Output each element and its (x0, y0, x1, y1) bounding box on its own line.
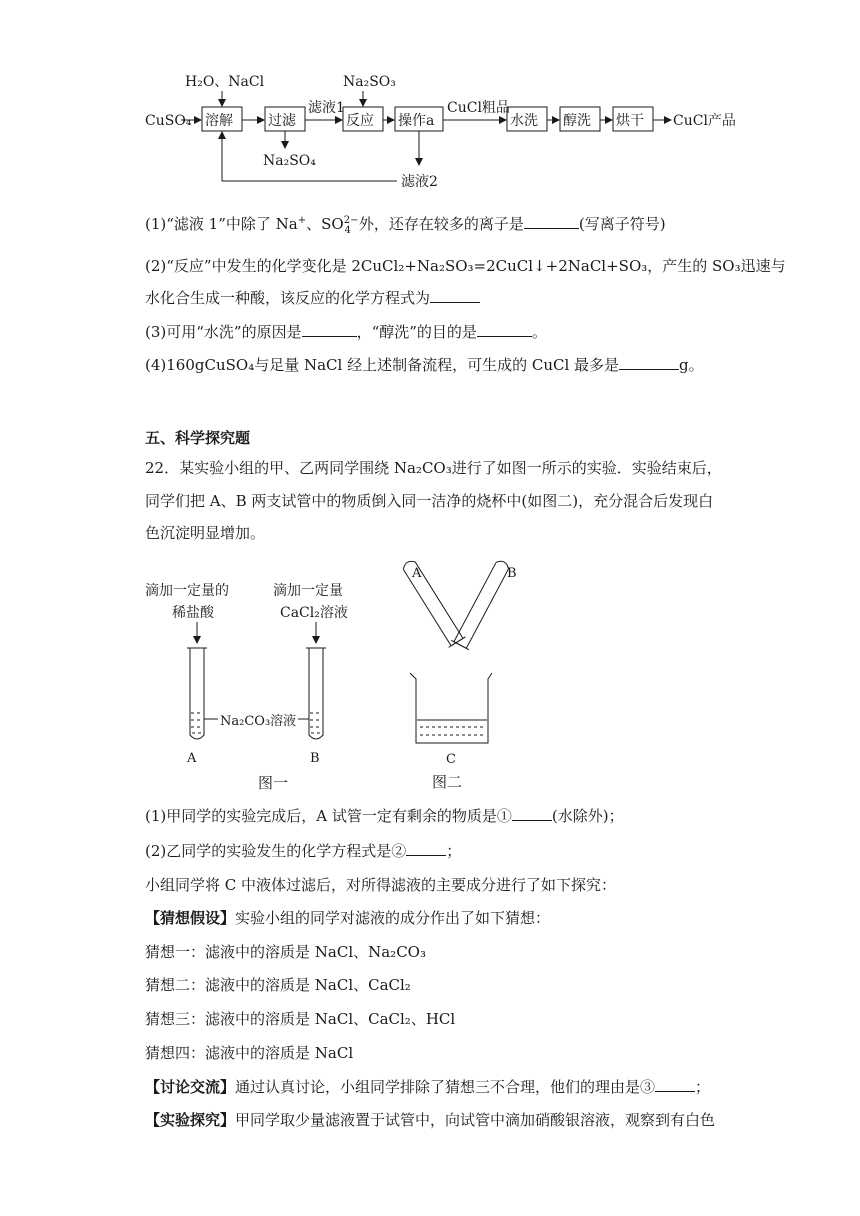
test-tube-b (309, 648, 323, 739)
fig-tilted-a-label: A (412, 566, 422, 581)
box-react-label: 反应 (346, 113, 374, 129)
q22-guess4: 猜想四：滤液中的溶质是 NaCl (145, 1044, 354, 1062)
box-op-label: 操作a (398, 113, 435, 129)
box-filter-label: 过滤 (268, 113, 296, 129)
box-wash-label: 水洗 (510, 113, 538, 129)
q21-part3: (3)可用“水洗”的原因是 ，“醇洗”的目的是 。 (145, 323, 547, 341)
q22-hypothesis: 【猜想假设】实验小组的同学对滤液的成分作出了如下猜想： (145, 909, 551, 927)
q22-filter-line: 小组同学将 C 中液体过滤后，对所得滤液的主要成分进行了如下探究： (145, 876, 617, 894)
fig-tilted-b-label: B (507, 566, 517, 581)
fig-label-b-line1: 滴加一定量 (273, 583, 343, 599)
flow-filtrate1: 滤液1 (308, 100, 345, 116)
flow-product: CuCl产品 (673, 113, 736, 129)
q22-intro-line2: 同学们把 A、B 两支试管中的物质倒入同一洁净的烧杯中(如图二)，充分混合后发现白 (145, 492, 714, 510)
section-heading: 五、科学探究题 (145, 429, 251, 447)
q22-experiment: 【实验探究】甲同学取少量滤液置于试管中，向试管中滴加硝酸银溶液，观察到有白色 (145, 1111, 716, 1129)
box-dry-label: 烘干 (616, 113, 644, 129)
q22-part2: (2)乙同学的实验发生的化学方程式是② ； (145, 842, 462, 860)
test-tube-a (190, 648, 204, 739)
fig-tube-b-label: B (310, 751, 320, 766)
fig1-caption: 图一 (258, 774, 289, 792)
process-flowchart (135, 65, 745, 195)
q22-guess2: 猜想二：滤液中的溶质是 NaCl、CaCl₂ (145, 976, 411, 994)
q21-part1: (1)“滤液 1”中除了 Na+、$SO^{2-}_4$ 外，还存在较多的离子是 (写离子符号) (145, 215, 666, 236)
fig-solution-label: Na₂CO₃溶液 (220, 714, 297, 729)
flow-crude: CuCl粗品 (447, 100, 510, 116)
tilted-tube-a (401, 559, 463, 646)
fig-tube-a-label: A (187, 751, 197, 766)
q22-guess3: 猜想三：滤液中的溶质是 NaCl、CaCl₂、HCl (145, 1010, 456, 1028)
flow-byproduct: Na₂SO₄ (263, 153, 316, 169)
q22-guess1: 猜想一：滤液中的溶质是 NaCl、Na₂CO₃ (145, 943, 426, 961)
flow-reagent2: Na₂SO₃ (343, 74, 396, 90)
q22-intro-line1: 22．某实验小组的甲、乙两同学围绕 Na₂CO₃进行了如图一所示的实验．实验结束后， (145, 459, 722, 477)
beaker-c (410, 673, 492, 743)
fig-label-a-line1: 滴加一定量的 (145, 583, 229, 599)
fig-label-b-line2: CaCl₂溶液 (280, 605, 348, 621)
tilted-tube-b (454, 559, 510, 649)
box-dissolve-label: 溶解 (205, 113, 233, 129)
box-alcohol-label: 醇洗 (563, 113, 591, 129)
fig-beaker-label: C (446, 752, 456, 767)
q22-part1: (1)甲同学的实验完成后，A 试管一定有剩余的物质是① (水除外)； (145, 807, 624, 825)
q21-part2-line1: (2)“反应”中发生的化学变化是 2CuCl₂+Na₂SO₃=2CuCl↓+2NaCl+SO₃，产生的 SO₃迅速与 (145, 257, 786, 275)
fig-label-a-line2: 稀盐酸 (172, 605, 214, 621)
flow-reagent1: H₂O、NaCl (185, 74, 265, 90)
experiment-figure (140, 555, 540, 800)
flow-start: CuSO₄ (145, 113, 192, 129)
q22-intro-line3: 色沉淀明显增加。 (145, 524, 266, 542)
q22-discussion: 【讨论交流】通过认真讨论，小组同学排除了猜想三不合理，他们的理由是③ ； (145, 1078, 711, 1096)
q21-part2-line2: 水化合生成一种酸，该反应的化学方程式为 (145, 288, 480, 308)
fig2-caption: 图二 (432, 773, 463, 791)
flow-filtrate2: 滤液2 (401, 174, 438, 190)
q21-part4: (4)160gCuSO₄与足量 NaCl 经上述制备流程，可生成的 CuCl 最多是 g。 (145, 356, 704, 374)
